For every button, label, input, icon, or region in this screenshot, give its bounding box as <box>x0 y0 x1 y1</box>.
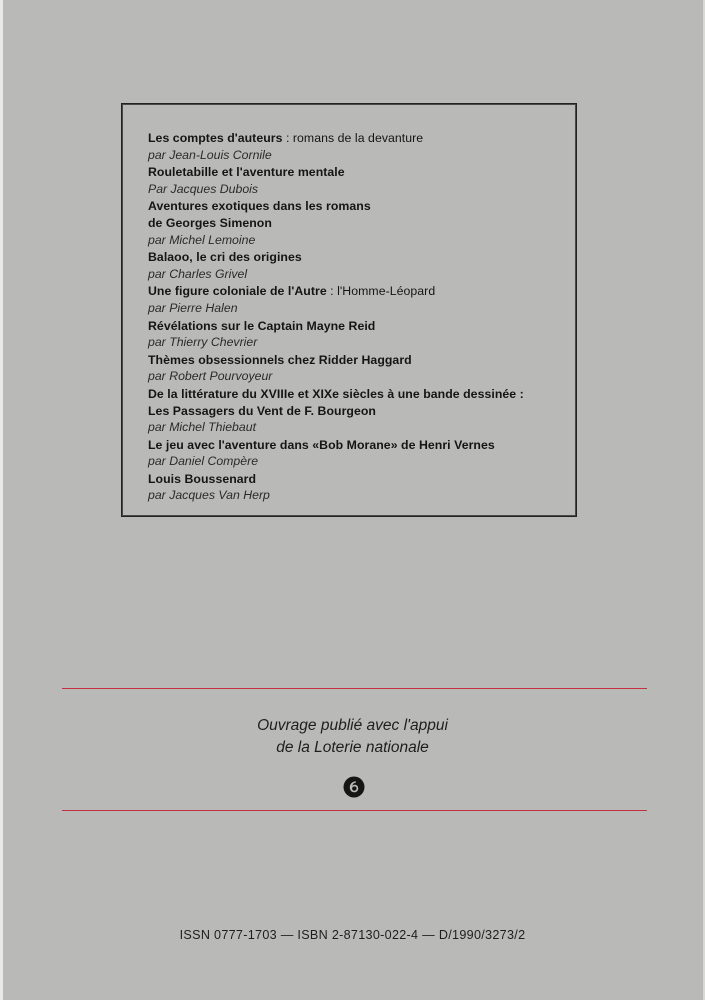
entry-author: par Thierry Chevrier <box>148 335 258 350</box>
entry-author: par Jean-Louis Cornile <box>148 147 272 162</box>
entry-title-main: Les comptes d'auteurs <box>148 131 283 145</box>
publication-identifiers: ISSN 0777-1703 — ISBN 2-87130-022-4 — D/1990/3273/2 <box>179 928 526 942</box>
entry-author: par Michel Thiebaut <box>148 420 256 435</box>
entry-author: Par Jacques Dubois <box>148 181 259 196</box>
red-divider-top <box>62 688 647 689</box>
support-line-2: de la Loterie nationale <box>276 739 429 756</box>
toc-entry-1 <box>148 130 576 163</box>
entry-title: Thèmes obsessionnels chez Ridder Haggard <box>148 352 412 367</box>
toc-entry-6 <box>148 318 576 351</box>
toc-entry-7 <box>148 352 576 385</box>
toc-entry-4 <box>148 249 576 282</box>
entry-title-main: Une figure coloniale de l'Autre <box>148 284 327 299</box>
entry-title-rest: : l'Homme-Léopard <box>326 284 436 299</box>
entry-title: Le jeu avec l'aventure dans «Bob Morane» de Henri Vernes <box>148 437 495 452</box>
entry-title-continued: de Georges Simenon <box>148 215 272 230</box>
support-notice <box>0 715 705 759</box>
entry-author: par Jacques Van Herp <box>148 488 270 503</box>
toc-entry-3 <box>148 198 576 248</box>
support-line-1: Ouvrage publié avec l'appui <box>257 717 448 734</box>
entry-title-continued: Les Passagers du Vent de F. Bourgeon <box>148 403 376 418</box>
entry-author: par Charles Grivel <box>148 266 248 281</box>
entry-author: par Robert Pourvoyeur <box>148 369 273 384</box>
entry-title <box>148 283 576 300</box>
entry-author: par Michel Lemoine <box>148 232 256 247</box>
entry-title: Aventures exotiques dans les romans <box>148 199 371 214</box>
red-divider-bottom <box>62 810 647 811</box>
loterie-nationale-logo-icon <box>342 775 366 799</box>
entry-title: Louis Boussenard <box>148 471 257 486</box>
entry-title: Révélations sur le Captain Mayne Reid <box>148 318 376 333</box>
toc-entry-2 <box>148 164 576 197</box>
entry-title: Rouletabille et l'aventure mentale <box>148 165 345 180</box>
toc-entry-5 <box>148 283 576 316</box>
entry-title-rest: : romans de la devanture <box>282 131 424 145</box>
entry-author: par Pierre Halen <box>148 300 238 315</box>
entry-title: De la littérature du XVIIIe et XIXe siècles à une bande dessinée : <box>148 386 524 401</box>
toc-entry-8 <box>148 386 576 436</box>
entry-title <box>148 130 576 147</box>
entry-author: par Daniel Compère <box>148 454 259 469</box>
table-of-contents <box>121 103 577 517</box>
toc-entry-9 <box>148 437 576 470</box>
entry-title: Balaoo, le cri des origines <box>148 250 302 265</box>
toc-entry-10 <box>148 471 576 504</box>
